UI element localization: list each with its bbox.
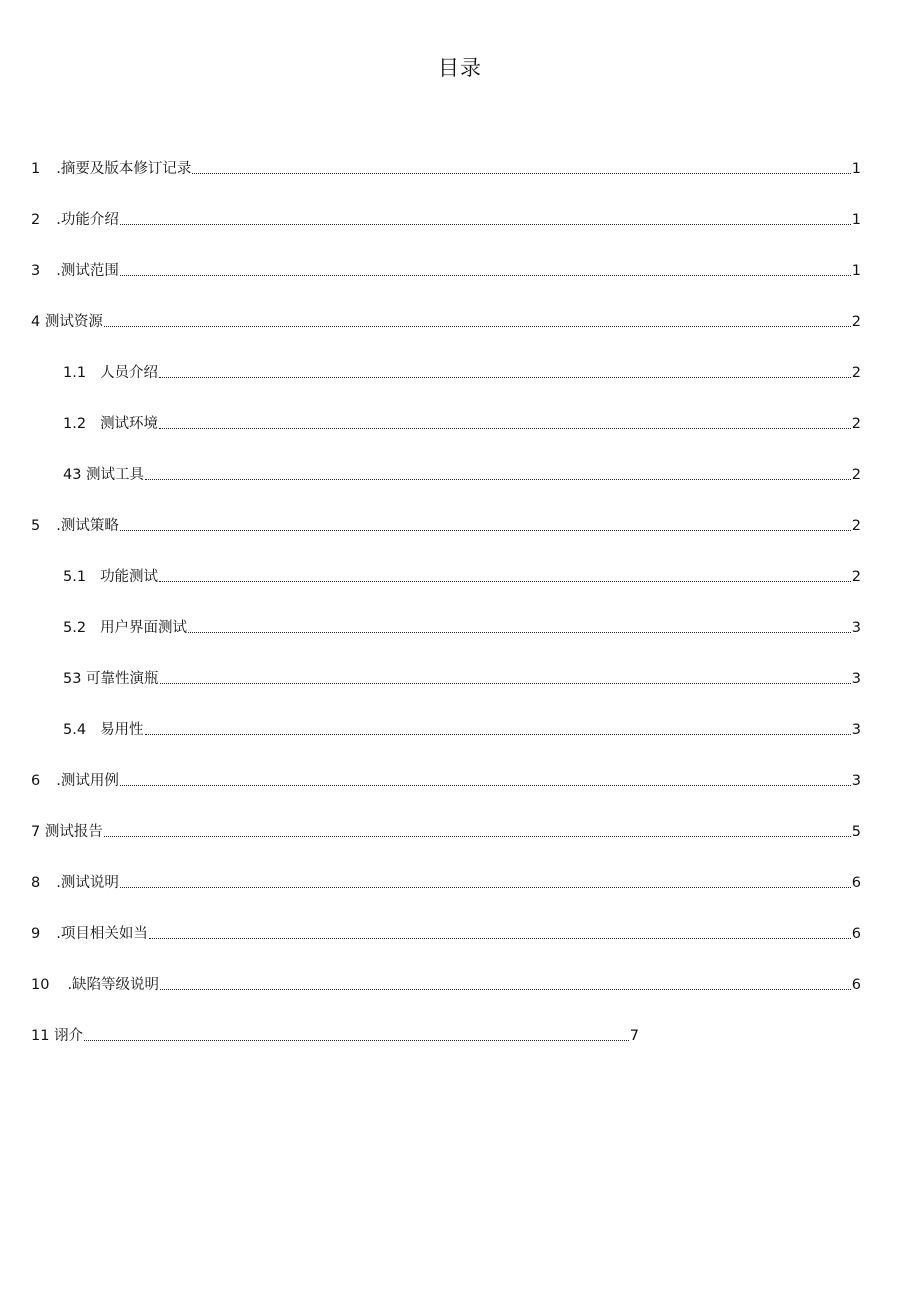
- toc-entry-number: 8: [31, 875, 41, 891]
- toc-entry-number: 1: [31, 161, 41, 177]
- toc-entry[interactable]: [31, 513, 861, 535]
- dot-leader: [159, 580, 851, 582]
- dot-leader: [145, 478, 851, 480]
- dot-leader: [160, 682, 851, 684]
- dot-leader: [84, 1039, 629, 1041]
- toc-entry[interactable]: [31, 819, 861, 841]
- toc-entry[interactable]: [31, 972, 861, 994]
- toc-entry-page: 7: [629, 1028, 639, 1044]
- toc-entry-page: 3: [851, 773, 861, 789]
- toc-entry[interactable]: [31, 921, 861, 943]
- toc-entry-number: 5.4: [63, 722, 87, 738]
- toc-entry-title: 11 诩介: [31, 1028, 84, 1044]
- toc-entry-title: 功能测试: [100, 569, 159, 585]
- toc-entry-title: 人员介绍: [100, 365, 159, 381]
- dot-leader: [104, 325, 851, 327]
- toc-entry-title: .项目相关如当: [56, 926, 148, 942]
- toc-entry[interactable]: [63, 717, 861, 739]
- toc-entry[interactable]: [31, 207, 861, 229]
- toc-entry[interactable]: [63, 615, 861, 637]
- toc-entry-page: 6: [851, 875, 861, 891]
- toc-entry-number: 1.1: [63, 365, 87, 381]
- toc-entry-number: 5.1: [63, 569, 87, 585]
- toc-entry[interactable]: [31, 309, 861, 331]
- toc-entry-number: 5: [31, 518, 41, 534]
- toc-entry[interactable]: [31, 870, 861, 892]
- toc-entry-number: 5.2: [63, 620, 87, 636]
- toc-entry[interactable]: [63, 666, 861, 688]
- dot-leader: [120, 274, 851, 276]
- toc-entry[interactable]: [63, 411, 861, 433]
- dot-leader: [120, 784, 851, 786]
- toc-entry-page: 1: [851, 212, 861, 228]
- toc-entry[interactable]: [31, 1023, 639, 1045]
- toc-entry-title: 7 测试报告: [31, 824, 103, 840]
- toc-entry[interactable]: [31, 258, 861, 280]
- toc-entry-title: 53 可靠性演瓶: [63, 671, 159, 687]
- toc-entry-page: 2: [851, 365, 861, 381]
- toc-entry-title: 用户界面测试: [100, 620, 188, 636]
- toc-entry-title: .测试策略: [56, 518, 119, 534]
- toc-entry-page: 5: [851, 824, 861, 840]
- dot-leader: [159, 376, 851, 378]
- dot-leader: [160, 988, 851, 990]
- toc-entry-title: .测试说明: [56, 875, 119, 891]
- toc-entry-number: 3: [31, 263, 41, 279]
- dot-leader: [188, 631, 851, 633]
- page-title: 目录: [438, 56, 482, 80]
- dot-leader: [192, 172, 850, 174]
- toc-entry-title: 43 测试工具: [63, 467, 145, 483]
- toc-entry-title: .摘要及版本修订记录: [56, 161, 192, 177]
- toc-entry-page: 1: [851, 263, 861, 279]
- toc-entry-title: .缺陷等级说明: [67, 977, 160, 993]
- dot-leader: [120, 529, 851, 531]
- toc-entry-title: .测试范围: [56, 263, 119, 279]
- toc-entry-page: 1: [851, 161, 861, 177]
- toc-entry-number: 1.2: [63, 416, 87, 432]
- toc-entry-number: 9: [31, 926, 41, 942]
- toc-entry-title: .功能介绍: [56, 212, 119, 228]
- toc-entry-page: 2: [851, 518, 861, 534]
- toc-entry-number: 6: [31, 773, 41, 789]
- toc-entry[interactable]: [63, 564, 861, 586]
- toc-entry-page: 3: [851, 671, 861, 687]
- dot-leader: [159, 427, 851, 429]
- toc-entry[interactable]: [63, 360, 861, 382]
- toc-entry-page: 3: [851, 620, 861, 636]
- toc-entry[interactable]: [31, 156, 861, 178]
- dot-leader: [149, 937, 851, 939]
- toc-entry-title: 4 测试资源: [31, 314, 103, 330]
- toc-entry-page: 2: [851, 569, 861, 585]
- dot-leader: [145, 733, 851, 735]
- toc-entry-page: 2: [851, 467, 861, 483]
- dot-leader: [120, 223, 851, 225]
- toc-entry-title: 测试环境: [100, 416, 159, 432]
- toc-entry-page: 6: [851, 926, 861, 942]
- toc-entry-title: 易用性: [100, 722, 144, 738]
- dot-leader: [120, 886, 851, 888]
- toc-entry-number: 10: [31, 977, 50, 993]
- toc-entry-page: 3: [851, 722, 861, 738]
- toc-entry[interactable]: [63, 462, 861, 484]
- toc-entry-page: 2: [851, 416, 861, 432]
- toc-entry[interactable]: [31, 768, 861, 790]
- toc-entry-page: 2: [851, 314, 861, 330]
- toc-entry-title: .测试用例: [56, 773, 119, 789]
- dot-leader: [104, 835, 851, 837]
- toc-entry-page: 6: [851, 977, 861, 993]
- toc-entry-number: 2: [31, 212, 41, 228]
